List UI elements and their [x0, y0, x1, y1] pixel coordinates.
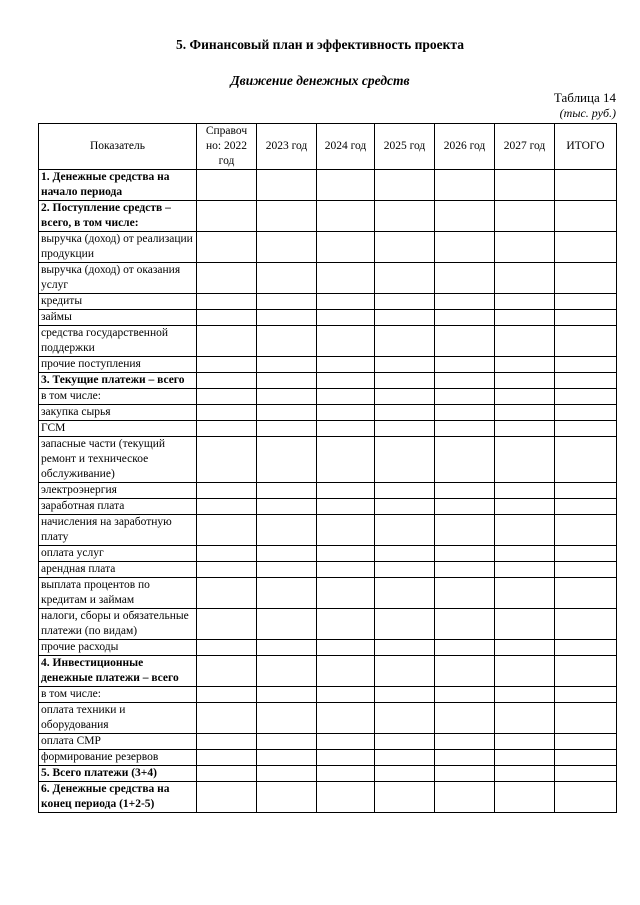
value-cell[interactable]: [375, 389, 435, 405]
value-cell[interactable]: [555, 687, 617, 703]
value-cell[interactable]: [375, 640, 435, 656]
value-cell[interactable]: [435, 750, 495, 766]
value-cell[interactable]: [495, 483, 555, 499]
value-cell[interactable]: [257, 326, 317, 357]
value-cell[interactable]: [495, 294, 555, 310]
value-cell[interactable]: [375, 294, 435, 310]
row-label: 3. Текущие платежи – всего: [39, 373, 197, 389]
value-cell[interactable]: [495, 750, 555, 766]
value-cell[interactable]: [435, 326, 495, 357]
value-cell[interactable]: [257, 766, 317, 782]
value-cell[interactable]: [317, 310, 375, 326]
value-cell[interactable]: [375, 734, 435, 750]
value-cell[interactable]: [555, 232, 617, 263]
value-cell[interactable]: [375, 421, 435, 437]
table-row: [39, 437, 617, 483]
value-cell[interactable]: [257, 357, 317, 373]
table-row: [39, 483, 617, 499]
value-cell[interactable]: [257, 483, 317, 499]
value-cell[interactable]: [435, 782, 495, 813]
value-cell[interactable]: [495, 578, 555, 609]
table-row: [39, 201, 617, 232]
value-cell[interactable]: [257, 515, 317, 546]
row-label: оплата СМР: [39, 734, 197, 750]
value-cell[interactable]: [495, 310, 555, 326]
value-cell[interactable]: [375, 515, 435, 546]
value-cell[interactable]: [495, 734, 555, 750]
value-cell[interactable]: [197, 562, 257, 578]
value-cell[interactable]: [435, 703, 495, 734]
value-cell[interactable]: [197, 232, 257, 263]
row-label: выплата процентов по кредитам и займам: [39, 578, 197, 609]
value-cell[interactable]: [555, 483, 617, 499]
value-cell[interactable]: [495, 546, 555, 562]
value-cell[interactable]: [257, 421, 317, 437]
value-cell[interactable]: [495, 263, 555, 294]
value-cell[interactable]: [435, 373, 495, 389]
row-label: 6. Денежные средства на конец периода (1+2-5): [39, 782, 197, 813]
value-cell[interactable]: [555, 782, 617, 813]
value-cell[interactable]: [197, 357, 257, 373]
value-cell[interactable]: [375, 750, 435, 766]
value-cell[interactable]: [495, 640, 555, 656]
value-cell[interactable]: [555, 389, 617, 405]
table-row: [39, 294, 617, 310]
table-row: [39, 389, 617, 405]
value-cell[interactable]: [317, 578, 375, 609]
value-cell[interactable]: [197, 310, 257, 326]
value-cell[interactable]: [495, 201, 555, 232]
table-row: [39, 656, 617, 687]
value-cell[interactable]: [317, 562, 375, 578]
value-cell[interactable]: [317, 734, 375, 750]
value-cell[interactable]: [375, 405, 435, 421]
row-label: формирование резервов: [39, 750, 197, 766]
table-row: [39, 734, 617, 750]
row-label: налоги, сборы и обязательные платежи (по видам): [39, 609, 197, 640]
value-cell[interactable]: [435, 170, 495, 201]
value-cell[interactable]: [555, 326, 617, 357]
value-cell[interactable]: [555, 515, 617, 546]
value-cell[interactable]: [317, 515, 375, 546]
table-row: [39, 750, 617, 766]
value-cell[interactable]: [317, 389, 375, 405]
value-cell[interactable]: [495, 656, 555, 687]
value-cell[interactable]: [197, 201, 257, 232]
value-cell[interactable]: [197, 499, 257, 515]
value-cell[interactable]: [257, 263, 317, 294]
value-cell[interactable]: [375, 437, 435, 483]
value-cell[interactable]: [317, 263, 375, 294]
row-label: запасные части (текущий ремонт и техническое обслуживание): [39, 437, 197, 483]
value-cell[interactable]: [375, 373, 435, 389]
row-label: займы: [39, 310, 197, 326]
value-cell[interactable]: [317, 421, 375, 437]
row-label: 4. Инвестиционные денежные платежи – всего: [39, 656, 197, 687]
value-cell[interactable]: [197, 373, 257, 389]
value-cell[interactable]: [257, 687, 317, 703]
value-cell[interactable]: [197, 703, 257, 734]
value-cell[interactable]: [555, 437, 617, 483]
value-cell[interactable]: [555, 310, 617, 326]
value-cell[interactable]: [375, 609, 435, 640]
value-cell[interactable]: [257, 750, 317, 766]
cash-flow-table: [38, 123, 617, 813]
value-cell[interactable]: [435, 609, 495, 640]
value-cell[interactable]: [435, 389, 495, 405]
row-label: начисления на заработную плату: [39, 515, 197, 546]
table-row: [39, 232, 617, 263]
value-cell[interactable]: [197, 656, 257, 687]
value-cell[interactable]: [435, 640, 495, 656]
value-cell[interactable]: [257, 389, 317, 405]
value-cell[interactable]: [257, 546, 317, 562]
value-cell[interactable]: [317, 483, 375, 499]
value-cell[interactable]: [495, 373, 555, 389]
value-cell[interactable]: [375, 170, 435, 201]
value-cell[interactable]: [435, 421, 495, 437]
value-cell[interactable]: [317, 357, 375, 373]
table-row: [39, 640, 617, 656]
value-cell[interactable]: [257, 703, 317, 734]
table-row: [39, 515, 617, 546]
table-row: [39, 687, 617, 703]
header-row: [39, 124, 617, 170]
row-label: арендная плата: [39, 562, 197, 578]
table-number: Таблица 14: [553, 90, 616, 105]
value-cell[interactable]: [435, 734, 495, 750]
value-cell[interactable]: [257, 232, 317, 263]
value-cell[interactable]: [317, 499, 375, 515]
value-cell[interactable]: [257, 656, 317, 687]
row-label: выручка (доход) от реализации продукции: [39, 232, 197, 263]
value-cell[interactable]: [495, 170, 555, 201]
value-cell[interactable]: [555, 766, 617, 782]
column-header: 2026 год: [435, 124, 495, 170]
value-cell[interactable]: [257, 609, 317, 640]
value-cell[interactable]: [375, 263, 435, 294]
value-cell[interactable]: [435, 232, 495, 263]
value-cell[interactable]: [317, 766, 375, 782]
value-cell[interactable]: [555, 499, 617, 515]
value-cell[interactable]: [375, 357, 435, 373]
row-label: прочие поступления: [39, 357, 197, 373]
value-cell[interactable]: [555, 734, 617, 750]
table-row: [39, 373, 617, 389]
value-cell[interactable]: [375, 546, 435, 562]
value-cell[interactable]: [435, 766, 495, 782]
column-header: 2024 год: [317, 124, 375, 170]
value-cell[interactable]: [257, 405, 317, 421]
value-cell[interactable]: [555, 373, 617, 389]
value-cell[interactable]: [197, 263, 257, 294]
value-cell[interactable]: [317, 201, 375, 232]
value-cell[interactable]: [555, 562, 617, 578]
value-cell[interactable]: [555, 578, 617, 609]
value-cell[interactable]: [375, 766, 435, 782]
value-cell[interactable]: [197, 734, 257, 750]
value-cell[interactable]: [495, 703, 555, 734]
value-cell[interactable]: [197, 437, 257, 483]
value-cell[interactable]: [435, 687, 495, 703]
value-cell[interactable]: [495, 609, 555, 640]
value-cell[interactable]: [435, 515, 495, 546]
value-cell[interactable]: [375, 232, 435, 263]
value-cell[interactable]: [197, 609, 257, 640]
value-cell[interactable]: [375, 499, 435, 515]
value-cell[interactable]: [435, 578, 495, 609]
table-row: [39, 357, 617, 373]
value-cell[interactable]: [197, 750, 257, 766]
value-cell[interactable]: [555, 170, 617, 201]
value-cell[interactable]: [375, 562, 435, 578]
value-cell[interactable]: [197, 546, 257, 562]
value-cell[interactable]: [375, 656, 435, 687]
row-label: заработная плата: [39, 499, 197, 515]
value-cell[interactable]: [435, 294, 495, 310]
column-header: ИТОГО: [555, 124, 617, 170]
value-cell[interactable]: [435, 437, 495, 483]
value-cell[interactable]: [317, 656, 375, 687]
value-cell[interactable]: [555, 201, 617, 232]
value-cell[interactable]: [317, 703, 375, 734]
section-title: 5. Финансовый план и эффективность проекта: [176, 37, 464, 52]
value-cell[interactable]: [317, 373, 375, 389]
value-cell[interactable]: [317, 750, 375, 766]
value-cell[interactable]: [495, 232, 555, 263]
value-cell[interactable]: [375, 578, 435, 609]
value-cell[interactable]: [197, 326, 257, 357]
value-cell[interactable]: [555, 546, 617, 562]
row-label: 1. Денежные средства на начало периода: [39, 170, 197, 201]
row-label: кредиты: [39, 294, 197, 310]
value-cell[interactable]: [317, 640, 375, 656]
value-cell[interactable]: [555, 750, 617, 766]
value-cell[interactable]: [257, 578, 317, 609]
row-label: 2. Поступление средств – всего, в том числе:: [39, 201, 197, 232]
column-header: Показатель: [39, 124, 197, 170]
value-cell[interactable]: [317, 687, 375, 703]
value-cell[interactable]: [257, 170, 317, 201]
value-cell[interactable]: [435, 483, 495, 499]
value-cell[interactable]: [435, 263, 495, 294]
value-cell[interactable]: [317, 326, 375, 357]
row-label: выручка (доход) от оказания услуг: [39, 263, 197, 294]
value-cell[interactable]: [257, 782, 317, 813]
value-cell[interactable]: [317, 546, 375, 562]
value-cell[interactable]: [257, 310, 317, 326]
value-cell[interactable]: [495, 421, 555, 437]
value-cell[interactable]: [495, 357, 555, 373]
value-cell[interactable]: [555, 294, 617, 310]
value-cell[interactable]: [375, 483, 435, 499]
value-cell[interactable]: [317, 609, 375, 640]
value-cell[interactable]: [435, 499, 495, 515]
row-label: прочие расходы: [39, 640, 197, 656]
value-cell[interactable]: [555, 656, 617, 687]
value-cell[interactable]: [197, 421, 257, 437]
value-cell[interactable]: [375, 310, 435, 326]
value-cell[interactable]: [257, 201, 317, 232]
value-cell[interactable]: [495, 562, 555, 578]
table-row: [39, 578, 617, 609]
value-cell[interactable]: [257, 734, 317, 750]
value-cell[interactable]: [375, 782, 435, 813]
row-label: электроэнергия: [39, 483, 197, 499]
value-cell[interactable]: [495, 766, 555, 782]
value-cell[interactable]: [197, 782, 257, 813]
value-cell[interactable]: [257, 640, 317, 656]
row-label: средства государственной поддержки: [39, 326, 197, 357]
value-cell[interactable]: [197, 170, 257, 201]
value-cell[interactable]: [495, 405, 555, 421]
value-cell[interactable]: [495, 782, 555, 813]
table-row: [39, 310, 617, 326]
value-cell[interactable]: [197, 515, 257, 546]
value-cell[interactable]: [197, 389, 257, 405]
units-label: (тыс. руб.): [559, 106, 616, 120]
value-cell[interactable]: [197, 405, 257, 421]
table-row: [39, 499, 617, 515]
value-cell[interactable]: [197, 578, 257, 609]
value-cell[interactable]: [197, 294, 257, 310]
value-cell[interactable]: [257, 373, 317, 389]
row-label: в том числе:: [39, 389, 197, 405]
value-cell[interactable]: [555, 421, 617, 437]
value-cell[interactable]: [555, 357, 617, 373]
value-cell[interactable]: [435, 357, 495, 373]
value-cell[interactable]: [435, 201, 495, 232]
table-row: [39, 562, 617, 578]
value-cell[interactable]: [257, 562, 317, 578]
value-cell[interactable]: [317, 437, 375, 483]
value-cell[interactable]: [257, 437, 317, 483]
table-caption: Движение денежных средств: [230, 73, 410, 88]
value-cell[interactable]: [375, 201, 435, 232]
value-cell[interactable]: [495, 687, 555, 703]
table-row: [39, 263, 617, 294]
table-row: [39, 546, 617, 562]
value-cell[interactable]: [495, 499, 555, 515]
value-cell[interactable]: [435, 562, 495, 578]
table-row: [39, 782, 617, 813]
table-row: [39, 421, 617, 437]
value-cell[interactable]: [555, 703, 617, 734]
value-cell[interactable]: [197, 640, 257, 656]
value-cell[interactable]: [317, 170, 375, 201]
column-header: 2023 год: [257, 124, 317, 170]
value-cell[interactable]: [197, 687, 257, 703]
value-cell[interactable]: [317, 294, 375, 310]
column-header: 2027 год: [495, 124, 555, 170]
value-cell[interactable]: [375, 703, 435, 734]
value-cell[interactable]: [375, 687, 435, 703]
table-row: [39, 170, 617, 201]
table-row: [39, 326, 617, 357]
row-label: ГСМ: [39, 421, 197, 437]
column-header: Справоч но: 2022 год: [197, 124, 257, 170]
value-cell[interactable]: [435, 405, 495, 421]
value-cell[interactable]: [435, 310, 495, 326]
value-cell[interactable]: [555, 640, 617, 656]
value-cell[interactable]: [495, 515, 555, 546]
value-cell[interactable]: [495, 389, 555, 405]
row-label: 5. Всего платежи (3+4): [39, 766, 197, 782]
row-label: оплата техники и оборудования: [39, 703, 197, 734]
table-row: [39, 405, 617, 421]
value-cell[interactable]: [435, 546, 495, 562]
row-label: оплата услуг: [39, 546, 197, 562]
table-row: [39, 703, 617, 734]
value-cell[interactable]: [257, 499, 317, 515]
value-cell[interactable]: [495, 437, 555, 483]
value-cell[interactable]: [317, 782, 375, 813]
row-label: закупка сырья: [39, 405, 197, 421]
table-row: [39, 609, 617, 640]
value-cell[interactable]: [435, 656, 495, 687]
value-cell[interactable]: [495, 326, 555, 357]
value-cell[interactable]: [555, 263, 617, 294]
value-cell[interactable]: [555, 405, 617, 421]
table-row: [39, 766, 617, 782]
value-cell[interactable]: [375, 326, 435, 357]
value-cell[interactable]: [197, 766, 257, 782]
value-cell[interactable]: [555, 609, 617, 640]
column-header: 2025 год: [375, 124, 435, 170]
value-cell[interactable]: [197, 483, 257, 499]
value-cell[interactable]: [317, 405, 375, 421]
row-label: в том числе:: [39, 687, 197, 703]
value-cell[interactable]: [317, 232, 375, 263]
value-cell[interactable]: [257, 294, 317, 310]
